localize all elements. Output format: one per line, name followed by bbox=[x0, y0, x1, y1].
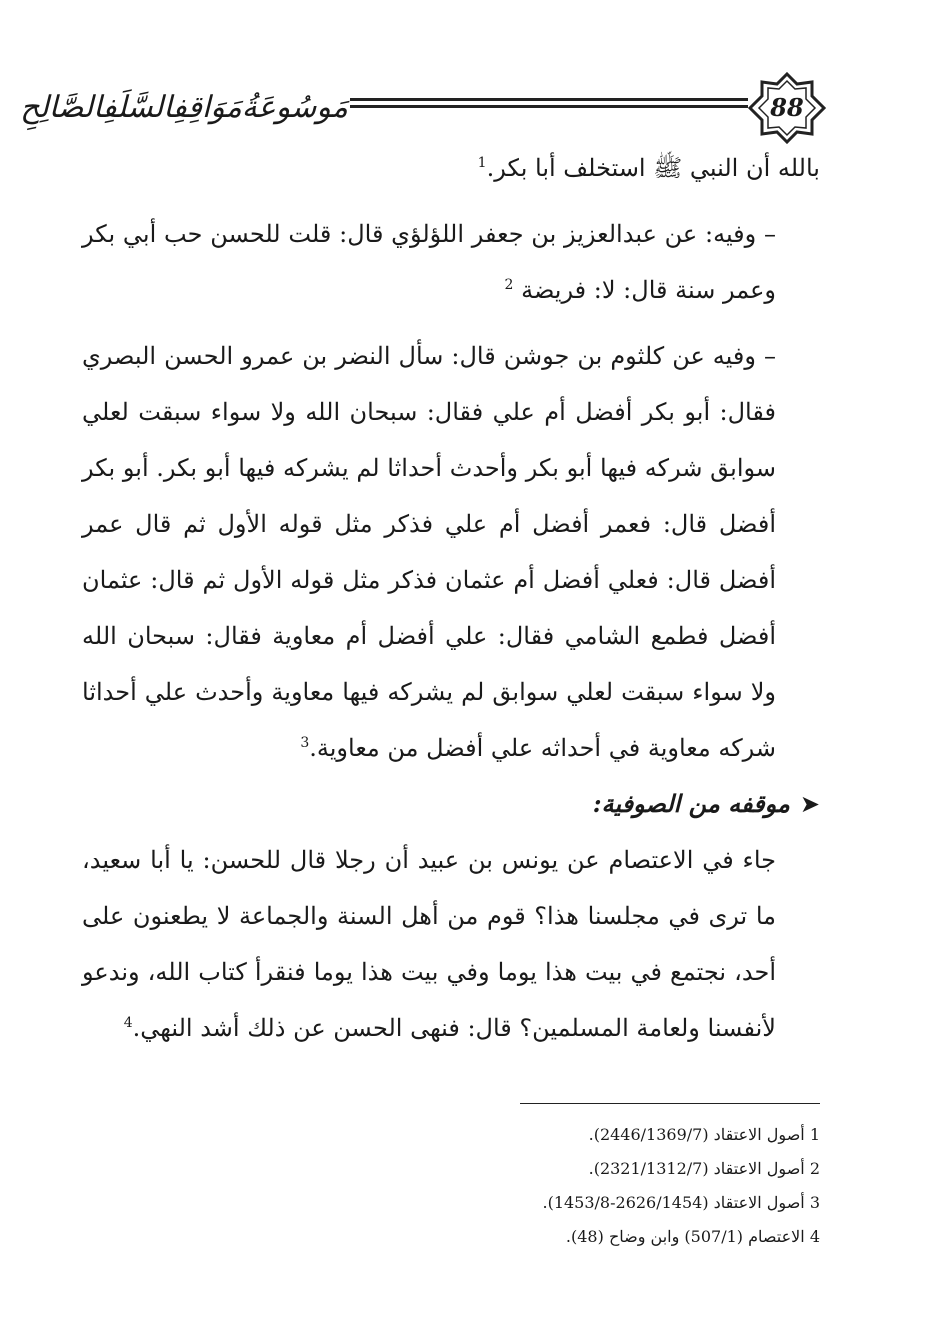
footnote-number: 1 bbox=[809, 1125, 820, 1144]
footnotes bbox=[420, 1118, 820, 1254]
section-heading-text: موقفه من الصوفية: bbox=[592, 789, 790, 818]
footnote-text: أصول الاعتقاد (2321/1312/7). bbox=[588, 1159, 805, 1178]
footnote-item bbox=[420, 1152, 820, 1186]
paragraph-text: جاء في الاعتصام عن يونس بن عبيد أن رجلا قال للحسن: يا أبا سعيد، ما ترى في مجلسنا هذا؟ قوم من أهل السنة والجماعة لا يطعنون على أحد، نجتمع في بيت هذا يوما وفي بيت هذا يوما فنقرأ كتاب الله، وندعو لأنفسنا ولعامة المسلمين؟ قال: فنهى الحسن عن ذلك أشد النهي. bbox=[82, 846, 777, 1042]
footnote-item bbox=[420, 1118, 820, 1152]
footnote-number: 4 bbox=[809, 1227, 820, 1246]
header-rule bbox=[350, 98, 748, 101]
footnote-ref: 1 bbox=[477, 155, 487, 171]
page-number-badge bbox=[748, 72, 826, 144]
header-rule-secondary bbox=[350, 105, 748, 108]
paragraph-sufism bbox=[82, 832, 820, 1056]
paragraph-hadith-1 bbox=[82, 206, 820, 318]
section-heading bbox=[82, 776, 820, 832]
paragraph-continuation bbox=[82, 140, 820, 196]
paragraph-text: – وفيه: عن عبدالعزيز بن جعفر اللؤلؤي قال: قلت للحسن حب أبي بكر وعمر سنة قال: لا: فريضة bbox=[82, 220, 776, 304]
paragraph-text: بالله أن النبي ﷺ استخلف أبا بكر. bbox=[486, 154, 820, 182]
footnote-ref: 4 bbox=[123, 1015, 133, 1031]
footnote-ref: 2 bbox=[504, 277, 514, 293]
footnote-separator bbox=[520, 1103, 820, 1104]
footnote-text: أصول الاعتقاد (2446/1369/7). bbox=[588, 1125, 805, 1144]
footnote-item bbox=[420, 1186, 820, 1220]
footnote-number: 3 bbox=[809, 1193, 820, 1212]
paragraph-hadith-2 bbox=[82, 328, 820, 776]
series-title: مَوسُوعَةُمَوَاقِفِالسَّلَفِالصَّالِحِ bbox=[20, 90, 348, 125]
page-number: 88 bbox=[770, 93, 804, 122]
footnote-text: الاعتصام (507/1) وابن وضاح (48). bbox=[565, 1227, 805, 1246]
footnote-text: أصول الاعتقاد (2626/1454-1453/8). bbox=[542, 1193, 805, 1212]
footnote-number: 2 bbox=[809, 1159, 820, 1178]
footnote-ref: 3 bbox=[300, 735, 310, 751]
paragraph-text: – وفيه عن كلثوم بن جوشن قال: سأل النضر بن عمرو الحسن البصري فقال: أبو بكر أفضل أم علي فقال: سبحان الله ولا سواء سبقت لعلي سوابق شركه فيها أبو بكر وأحدث أحداثا لم يشركه فيها أبو بكر. أبو بكر أفضل قال: فعمر أفضل أم علي فذكر مثل قوله الأول ثم قال عمر أفضل قال: فعلي أفضل أم عثمان فذكر مثل قوله الأول ثم قال: عثمان أفضل فطمع الشامي فقال: علي أفضل أم معاوية فقال: سبحان الله ولا سواء سبقت لعلي سوابق لم يشركه فيها معاوية وأحدث علي أحداثا شركه معاوية في أحداثه علي أفضل من معاوية. bbox=[82, 342, 776, 762]
page-body bbox=[82, 140, 820, 1056]
footnote-item bbox=[420, 1220, 820, 1254]
arrowhead-bullet-icon: ➤ bbox=[799, 790, 820, 818]
